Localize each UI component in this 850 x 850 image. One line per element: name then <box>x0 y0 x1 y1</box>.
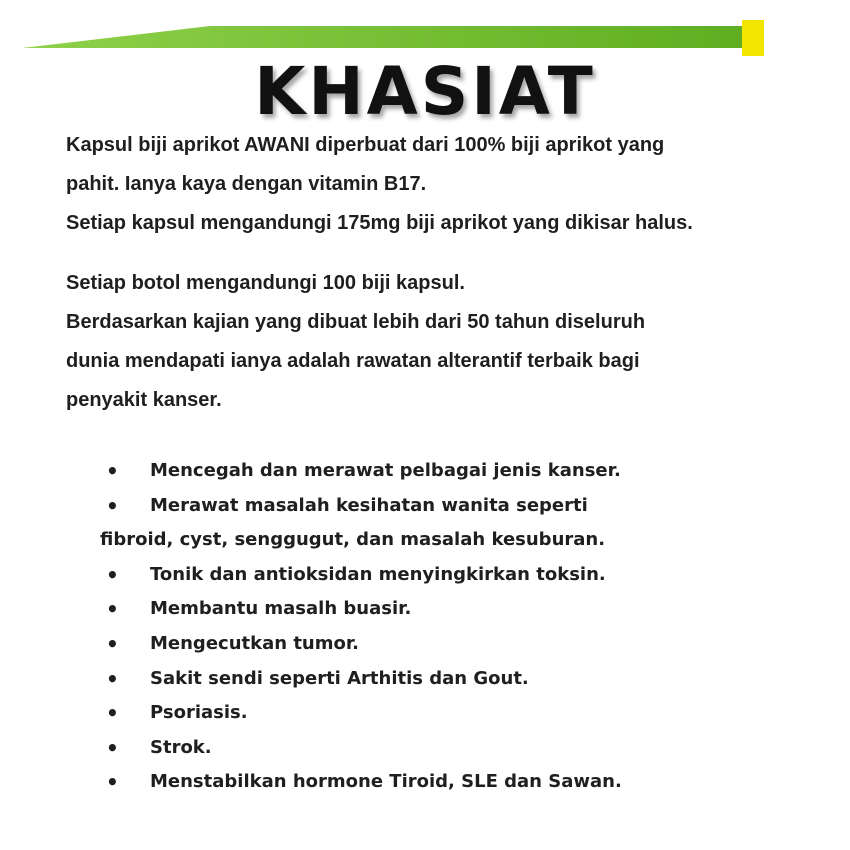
details-line: Berdasarkan kajian yang dibuat lebih dari 50 tahun diseluruh <box>66 311 646 333</box>
bullet-icon: • <box>106 701 119 726</box>
list-item <box>100 696 800 731</box>
list-item-text: Merawat masalah kesihatan wanita seperti <box>150 494 588 516</box>
details-line: penyakit kanser. <box>66 389 222 411</box>
bullet-icon: • <box>106 631 119 656</box>
page-title: KHASIAT <box>254 53 596 130</box>
details-paragraph <box>66 264 786 420</box>
green-stripe <box>22 26 742 48</box>
bullet-icon: • <box>106 459 119 483</box>
list-item-text: fibroid, cyst, senggugut, dan masalah kesuburan. <box>100 529 606 551</box>
list-item <box>100 627 800 662</box>
list-item <box>100 662 800 697</box>
list-item-text: Membantu masalh buasir. <box>150 598 412 620</box>
intro-line: pahit. Ianya kaya dengan vitamin B17. <box>66 173 427 195</box>
list-item <box>100 765 800 800</box>
list-item <box>100 558 800 593</box>
list-item-text: Mencegah dan merawat pelbagai jenis kanser. <box>150 460 621 481</box>
yellow-block <box>742 20 764 56</box>
list-item-text: Mengecutkan tumor. <box>150 632 360 654</box>
bullet-icon: • <box>106 562 119 587</box>
bullet-icon: • <box>106 597 119 622</box>
list-item <box>100 454 800 489</box>
details-line: dunia mendapati ianya adalah rawatan alterantif terbaik bagi <box>66 350 640 372</box>
list-item-text: Strok. <box>150 736 212 758</box>
intro-paragraph <box>66 126 786 243</box>
list-item-continuation <box>100 523 800 558</box>
bullet-icon: • <box>106 666 119 691</box>
bullet-icon: • <box>106 493 119 518</box>
list-item-text: Sakit sendi seperti Arthitis dan Gout. <box>150 667 529 689</box>
list-item <box>100 489 800 524</box>
intro-line: Kapsul biji aprikot AWANI diperbuat dari 100% biji aprikot yang <box>66 134 665 156</box>
details-line: Setiap botol mengandungi 100 biji kapsul. <box>66 272 465 294</box>
list-item-text: Menstabilkan hormone Tiroid, SLE dan Sawan. <box>150 771 622 793</box>
intro-line: Setiap kapsul mengandungi 175mg biji aprikot yang dikisar halus. <box>66 212 693 234</box>
benefits-list <box>100 454 800 800</box>
bullet-icon: • <box>106 735 119 760</box>
bullet-icon: • <box>106 770 119 795</box>
list-item-text: Tonik dan antioksidan menyingkirkan toksin. <box>150 563 606 585</box>
list-item-text: Psoriasis. <box>150 702 248 724</box>
list-item <box>100 592 800 627</box>
list-item <box>100 731 800 766</box>
